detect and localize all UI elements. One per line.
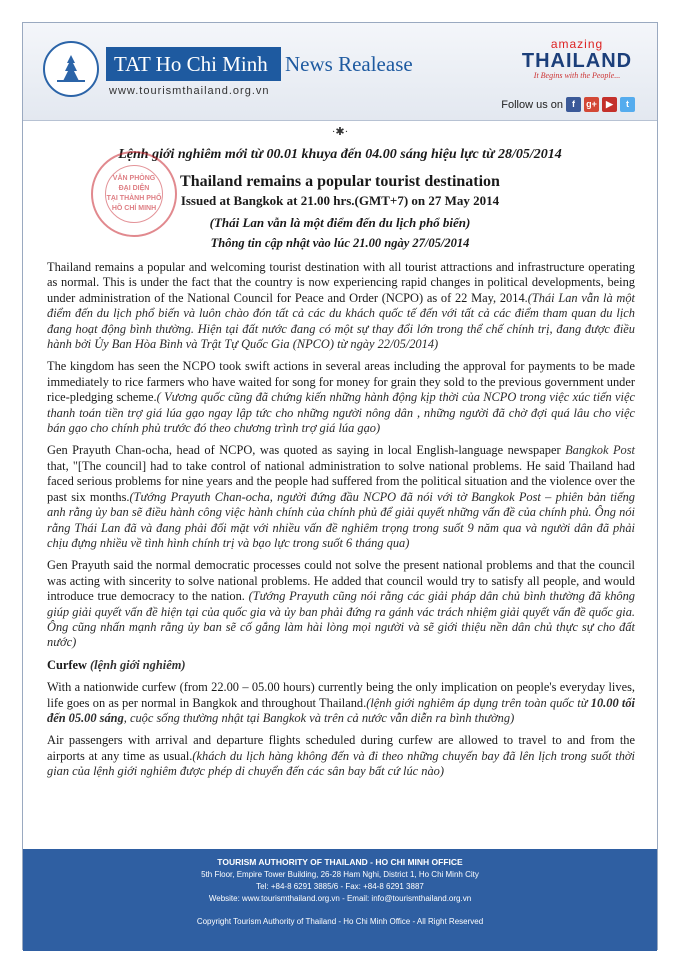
curfew-paragraph-1: With a nationwide curfew (from 22.00 – 05.00 hours) currently being the only implication on people's everyday lives, life goes on as per normal in Bangkok and throughout Thailand.(lệnh giới nghiêm áp dụng trên toàn quốc từ 10.00 tối đến 05.00 sáng, cuộc sống thường nhật tại Bangkok và trên cả nước vẫn diễn ra bình thường) <box>47 680 636 725</box>
brand-amazing: amazing <box>550 37 604 51</box>
footer-website[interactable]: Website: www.tourismthailand.org.vn - Email: info@tourismthailand.org.vn <box>208 894 472 903</box>
footer-address: 5th Floor, Empire Tower Building, 26-28 Ham Nghi, District 1, Ho Chi Minh City <box>201 870 479 879</box>
press-release-page <box>22 22 658 950</box>
stamp-line-4: HỒ CHÍ MINH <box>111 205 157 212</box>
curfew-paragraph-2: Air passengers with arrival and departure flights scheduled during curfew are allowed to travel to and from the airports at any time as usual.(khách du lịch hàng không đến và đi theo những chuyến bay đã lên lịch trong suốt thời gian của lệnh giới nghiêm được phép di chuyển đến các sân bay bất cứ lúc nào) <box>47 733 635 779</box>
youtube-icon[interactable]: ▶ <box>602 97 617 112</box>
ornament-divider: ·✱· <box>331 126 349 138</box>
issued-line: Issued at Bangkok at 21.00 hrs.(GMT+7) on 27 May 2014 <box>180 193 500 208</box>
headline: Thailand remains a popular tourist destination <box>180 173 500 190</box>
google-plus-icon[interactable]: g+ <box>584 97 599 112</box>
title-vietnamese: Lệnh giới nghiêm mới từ 00.01 khuya đến 04.00 sáng hiệu lực từ 28/05/2014 <box>118 147 562 162</box>
subtitle-vietnamese: (Thái Lan vẫn là một điểm đến du lịch phổ biến) <box>209 215 471 230</box>
paragraph-3: Gen Prayuth Chan-ocha, head of NCPO, was quoted as saying in local English-language newspaper Bangkok Post that, "[The council] had to take control of national administration to solve national problems. He said Thailand had faced serious problems for nine years and the people had suffered from the political situation and the violence over the past six months.(Tướng Prayuth Chan-ocha, người đứng đầu NCPO đã nói với tờ Bangkok Post – phiên bản tiếng anh rằng ủy ban sẽ điều hành công việc hành chính của chính phủ để giải quyết những vấn đề của chính phủ. Ông nói rằng Thái Lan đã và đang phải đối mặt với nhiều vấn đề nghiêm trọng trong suốt 9 năm qua và người dân đã phải chịu đựng nhiều về tình hình chính trị và bạo lực trong suốt 6 tháng qua) <box>47 443 635 550</box>
update-time-vietnamese: Thông tin cập nhật vào lúc 21.00 ngày 27/05/2014 <box>210 236 470 250</box>
paragraph-4: Gen Prayuth said the normal democratic processes could not solve the present national problems and that the council was acting with sincerity to solve national problems. He added that council would try to satisfy all people, and would introduce true democracy to the nation. (Tướng Prayuth cũng nói rằng các giải pháp dân chủ bình thường đã không giúp giải quyết vấn đề hiện tại của quốc gia và ủy ban phải đứng ra gánh vác trách nhiệm giải quyết vấn đề quốc gia. Ông cũng nhấn mạnh rằng ủy ban sẽ cố gắng làm hài lòng mọi người và sẽ giới thiệu nền dân chủ thực sự cho đất nước) <box>47 558 635 650</box>
stamp-line-1: VĂN PHÒNG <box>112 175 156 182</box>
tat-logo-icon <box>43 41 99 97</box>
facebook-icon[interactable]: f <box>566 97 581 112</box>
brand-tagline: It Begins with the People... <box>533 71 621 80</box>
twitter-icon[interactable]: t <box>620 97 635 112</box>
article-body <box>47 260 635 787</box>
banner-subtitle: News Realease <box>285 52 413 76</box>
curfew-heading: Curfew (lệnh giới nghiêm) <box>47 657 186 672</box>
footer-phone: Tel: +84-8 6291 3885/6 - Fax: +84-8 6291 3887 <box>256 882 424 891</box>
paragraph-1: Thailand remains a popular and welcoming tourist destination with all tourist attractions and infrastructure operating as normal. This is under the fact that the country is now experiencing rapid changes in political developments, being under administration of the National Council for Peace and Order (NCPO) as of 22 May, 2014.(Thái Lan vẫn là một điểm đến du lịch phổ biến và luôn chào đón tất cả các du khách quốc tế đến với tất cả các điểm tham quan du lịch đang hoạt động bình thường. Hiện tại đất nước đang có một sự thay đổi lớn trong thể chế chính trị, đang được điều hành bởi Ủy Ban Hòa Bình và Trật Tự Quốc Gia (NPCO) từ ngày 22/05/2014) <box>47 260 635 352</box>
amazing-thailand-logo <box>517 37 637 80</box>
website-link[interactable]: www.tourismthailand.org.vn <box>109 85 270 97</box>
brand-thailand: THAILAND <box>521 50 633 72</box>
follow-us <box>501 97 635 112</box>
stamp-line-2: ĐẠI DIỆN <box>118 185 150 192</box>
follow-label: Follow us on <box>501 98 563 111</box>
banner-title: TAT Ho Chi Minh <box>106 47 281 81</box>
footer-org: TOURISM AUTHORITY OF THAILAND - HO CHI MINH OFFICE <box>217 857 463 867</box>
footer-copyright: Copyright Tourism Authority of Thailand - Ho Chi Minh Office - All Right Reserved <box>196 917 484 926</box>
footer <box>23 849 657 951</box>
stamp-line-3: TẠI THÀNH PHỐ <box>106 195 162 202</box>
paragraph-2: The kingdom has seen the NCPO took swift actions in several areas including the approval for payments to be made immediately to rice farmers who have waited for song for money for grain they sold to the previous government under rice-pledging scheme.( Vương quốc cũng đã chứng kiến những hành động kịp thời của NCPO trong việc xúc tiến việc thanh toán tiền trợ giá lúa gạo ngay lập tức cho những người nông dân , những người đã chờ đợi quá lâu cho việc bán gạo cho chính phủ trước đó theo chương trình trợ giá lúa gạo) <box>47 359 636 436</box>
header <box>23 23 657 121</box>
